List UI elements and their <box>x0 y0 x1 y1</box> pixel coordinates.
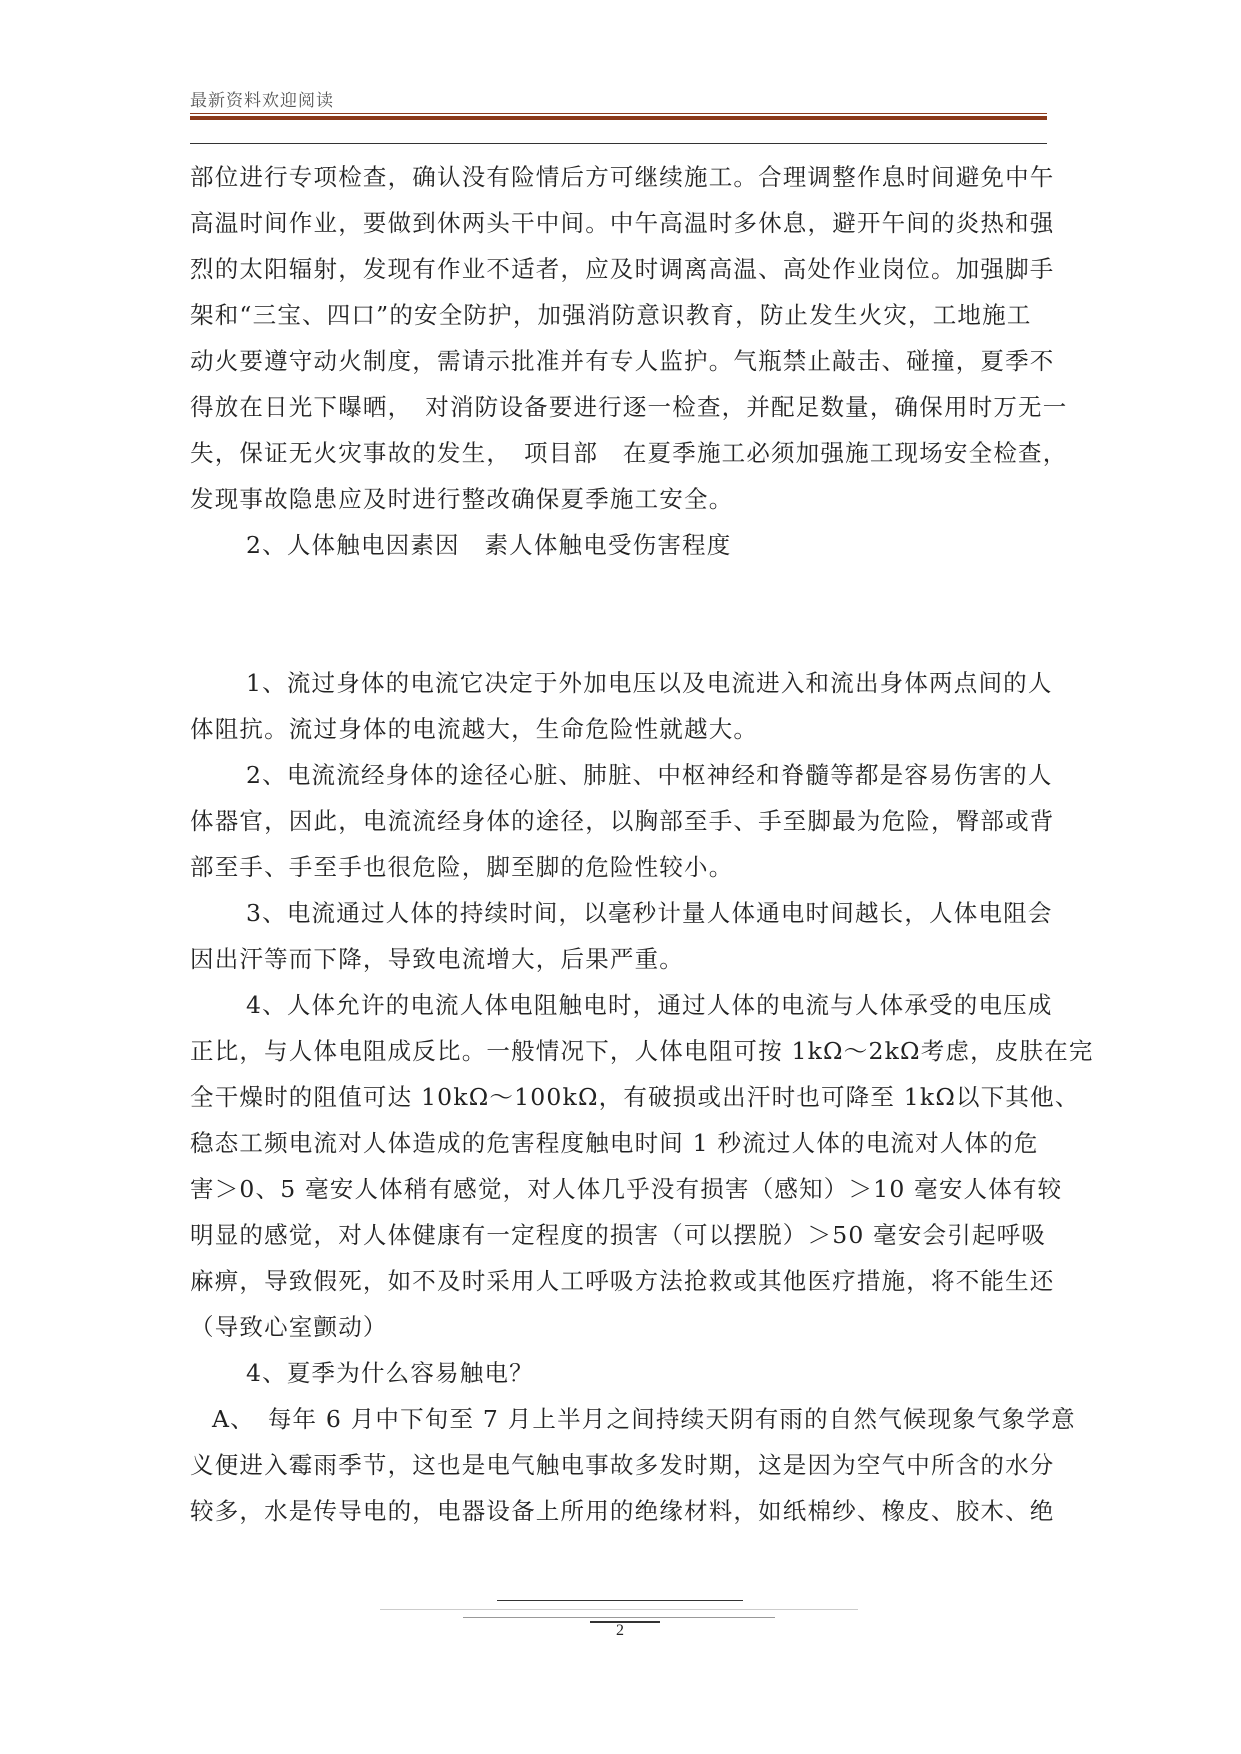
blank-gap <box>190 568 1055 660</box>
header-rule-bottom <box>190 143 1047 144</box>
body-line: 稳态工频电流对人体造成的危害程度触电时间 1 秒流过人体的电流对人体的危 <box>190 1129 1039 1157</box>
body-line: 因出汗等而下降，导致电流增大，后果严重。 <box>190 945 684 973</box>
body-line: 体器官，因此，电流流经身体的途径，以胸部至手、手至脚最为危险，臀部或背 <box>190 807 1055 835</box>
body-line: 正比，与人体电阻成反比。一般情况下，人体电阻可按 1kΩ～2kΩ考虑，皮肤在完 <box>190 1037 1094 1065</box>
body-line: 4、人体允许的电流人体电阻触电时，通过人体的电流与人体承受的电压成 <box>246 991 1053 1019</box>
body-line: 全干燥时的阻值可达 10kΩ～100kΩ，有破损或出汗时也可降至 1kΩ以下其他、 <box>190 1083 1080 1111</box>
footer-rule <box>497 1600 743 1601</box>
body-line: 烈的太阳辐射，发现有作业不适者，应及时调离高温、高处作业岗位。加强脚手 <box>190 255 1055 283</box>
body-line: 麻痹，导致假死，如不及时采用人工呼吸方法抢救或其他医疗措施，将不能生还 <box>190 1267 1055 1295</box>
section-heading: 4、夏季为什么容易触电？ <box>246 1359 534 1387</box>
body-line: 义便进入霉雨季节，这也是电气触电事故多发时期，这是因为空气中所含的水分 <box>190 1451 1055 1479</box>
body-line: 架和“三宝、四口”的安全防护，加强消防意识教育，防止发生火灾，工地施工 <box>190 301 1032 329</box>
section-heading: 2、人体触电因素因 素人体触电受伤害程度 <box>246 531 732 559</box>
body-line: 失，保证无火灾事故的发生， 项目部 在夏季施工必须加强施工现场安全检查， <box>190 439 1068 467</box>
document-body <box>190 154 1094 1534</box>
body-line: 较多，水是传导电的，电器设备上所用的绝缘材料，如纸棉纱、橡皮、胶木、绝 <box>190 1497 1055 1525</box>
body-line: A、 每年 6 月中下旬至 7 月上半月之间持续天阴有雨的自然气候现象气象学意 <box>212 1405 1076 1433</box>
footer-rule <box>380 1609 858 1610</box>
body-line: 害＞0、5 毫安人体稍有感觉，对人体几乎没有损害（感知）＞10 毫安人体有较 <box>190 1175 1063 1203</box>
body-line: 部至手、手至手也很危险，脚至脚的危险性较小。 <box>190 853 734 881</box>
running-header: 最新资料欢迎阅读 <box>190 91 334 111</box>
body-line: 部位进行专项检查，确认没有险情后方可继续施工。合理调整作息时间避免中午 <box>190 163 1055 191</box>
body-line: （导致心室颤动） <box>190 1313 388 1341</box>
footer-rule <box>463 1617 775 1618</box>
body-line: 发现事故隐患应及时进行整改确保夏季施工安全。 <box>190 485 734 513</box>
body-line: 2、电流流经身体的途径心脏、肺脏、中枢神经和脊髓等都是容易伤害的人 <box>246 761 1053 789</box>
body-line: 高温时间作业，要做到休两头干中间。中午高温时多休息，避开午间的炎热和强 <box>190 209 1055 237</box>
body-line: 动火要遵守动火制度，需请示批准并有专人监护。气瓶禁止敲击、碰撞，夏季不 <box>190 347 1055 375</box>
body-line: 1、流过身体的电流它决定于外加电压以及电流进入和流出身体两点间的人 <box>246 669 1053 697</box>
body-line: 得放在日光下曝晒， 对消防设备要进行逐一检查，并配足数量，确保用时万无一 <box>190 393 1068 421</box>
header-rule-thin <box>190 113 1047 114</box>
header-rule-thick <box>190 116 1047 120</box>
body-line: 体阻抗。流过身体的电流越大，生命危险性就越大。 <box>190 715 759 743</box>
body-line: 明显的感觉，对人体健康有一定程度的损害（可以摆脱）＞50 毫安会引起呼吸 <box>190 1221 1047 1249</box>
body-line: 3、电流通过人体的持续时间，以毫秒计量人体通电时间越长，人体电阻会 <box>246 899 1053 927</box>
page-number: 2 <box>616 1622 624 1639</box>
